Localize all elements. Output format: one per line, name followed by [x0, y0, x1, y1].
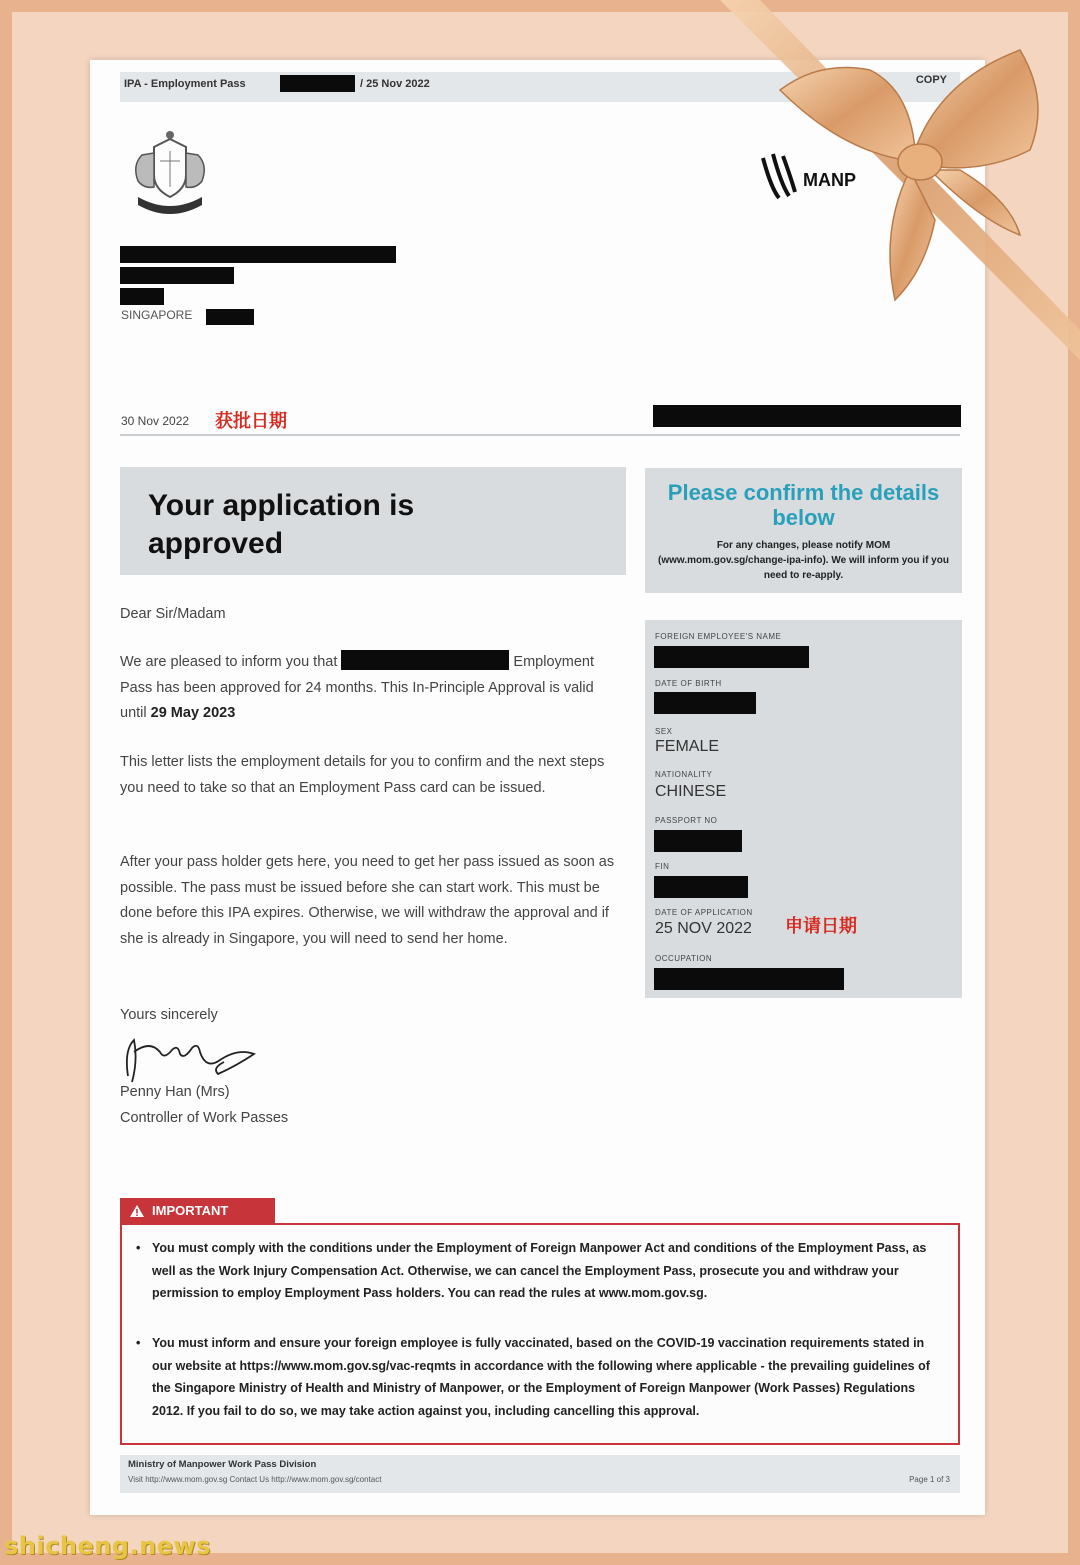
footer-title: Ministry of Manpower Work Pass Division: [128, 1459, 317, 1470]
redaction-bar: [341, 650, 509, 670]
approval-title: Your application is approved: [148, 489, 415, 560]
field-label-application-date: DATE OF APPLICATION: [655, 908, 753, 917]
letter-date: 30 Nov 2022: [121, 414, 190, 428]
redaction-bar: [653, 405, 961, 427]
redaction-bar: [120, 246, 396, 263]
important-item: • You must inform and ensure your foreign employee is fully vaccinated, based on the COVID-19 vaccination requirements stated in our website at https://www.mom.gov.sg/vac-reqmts in accordance with the following where applicable - the prevailing guidelines of the Singapore Ministry of Health and Ministry of Manpower, or the Employment of Foreign Manpower (Work Passes) Regulations 2012. If you fail to do so, we may take action against you, including cancelling this approval.: [136, 1332, 946, 1422]
field-label-occupation: OCCUPATION: [655, 954, 713, 963]
valid-until-date: 29 May 2023: [150, 705, 236, 721]
header-date: / 25 Nov 2022: [360, 78, 430, 90]
field-value-application-date: 25 NOV 2022: [655, 920, 752, 937]
letter-paragraph-2: This letter lists the employment details for you to confirm and the next steps you need to take so that an Employment Pass card can be issued.: [120, 754, 605, 796]
field-value-sex: FEMALE: [655, 738, 720, 755]
mom-logo-text: MANP: [803, 170, 856, 190]
footer-page-number: Page 1 of 3: [909, 1475, 950, 1484]
employee-details-panel: [645, 620, 962, 998]
field-label-nationality: NATIONALITY: [655, 770, 713, 779]
signatory-name: Penny Han (Mrs): [120, 1084, 230, 1100]
confirm-subtitle: For any changes, please notify MOM (www.mom.gov.sg/change-ipa-info). We will inform you if you need to re-apply.: [658, 540, 949, 581]
field-value-nationality: CHINESE: [655, 783, 727, 800]
redaction-bar: [120, 267, 234, 284]
confirm-title: Please confirm the details below: [667, 480, 940, 530]
field-label-fin: FIN: [655, 862, 670, 871]
redaction-bar: [654, 876, 748, 898]
ribbon-bow-decoration: [720, 0, 1080, 360]
divider: [120, 434, 960, 436]
footer: [120, 1455, 960, 1493]
redaction-bar: [654, 646, 809, 668]
letter-closing: Yours sincerely: [120, 1007, 218, 1023]
letter-paragraph-3: After your pass holder gets here, you need to get her pass issued as soon as possible. The pass must be issued before she can start work. This must be done before this IPA expires. Otherwise, we will withdraw the approval and if she is already in Singapore, you will need to send her home.: [120, 854, 615, 947]
redaction-bar: [654, 692, 756, 714]
address-country: SINGAPORE: [121, 308, 193, 322]
signatory-title: Controller of Work Passes: [120, 1110, 289, 1126]
important-notice: [120, 1223, 960, 1445]
signature-image: [120, 1030, 260, 1085]
letter-greeting: Dear Sir/Madam: [120, 606, 226, 622]
redaction-bar: [206, 309, 254, 325]
important-label: IMPORTANT: [152, 1203, 229, 1218]
approval-banner: [120, 467, 626, 575]
footer-links: Visit http://www.mom.gov.sg Contact Us http://www.mom.gov.sg/contact: [128, 1475, 382, 1484]
important-tab: [120, 1198, 275, 1224]
field-label-sex: SEX: [655, 727, 673, 736]
application-date-annotation: 申请日期: [785, 916, 857, 937]
redaction-bar: [654, 830, 742, 852]
confirm-panel: [645, 468, 962, 593]
paragraph-1-body: Employment Pass has been approved for 24 months. This In-Principle Approval is valid until: [120, 654, 595, 721]
field-label-dob: DATE OF BIRTH: [655, 679, 722, 688]
redaction-bar: [280, 75, 355, 92]
singapore-crest-logo: [120, 125, 220, 217]
field-label-passport: PASSPORT NO: [655, 816, 718, 825]
approval-date-annotation: 获批日期: [215, 411, 287, 432]
header-title: IPA - Employment Pass: [124, 78, 246, 90]
redaction-bar: [654, 968, 844, 990]
important-item: • You must comply with the conditions under the Employment of Foreign Manpower Act and conditions of the Employment Pass, as well as the Work Injury Compensation Act. Otherwise, we can cancel the Employment Pass, prosecute you and withdraw your permission to employ Employment Pass holders. You can read the rules at www.mom.gov.sg.: [136, 1237, 946, 1305]
letter-paragraph-1: [120, 650, 620, 727]
paragraph-1-intro: We are pleased to inform you that: [120, 654, 338, 670]
site-watermark: shicheng.news: [4, 1532, 211, 1560]
field-label-name: FOREIGN EMPLOYEE'S NAME: [655, 632, 782, 641]
redaction-bar: [120, 288, 164, 305]
warning-icon: [130, 1205, 144, 1217]
header-copy-label: COPY: [915, 74, 947, 86]
